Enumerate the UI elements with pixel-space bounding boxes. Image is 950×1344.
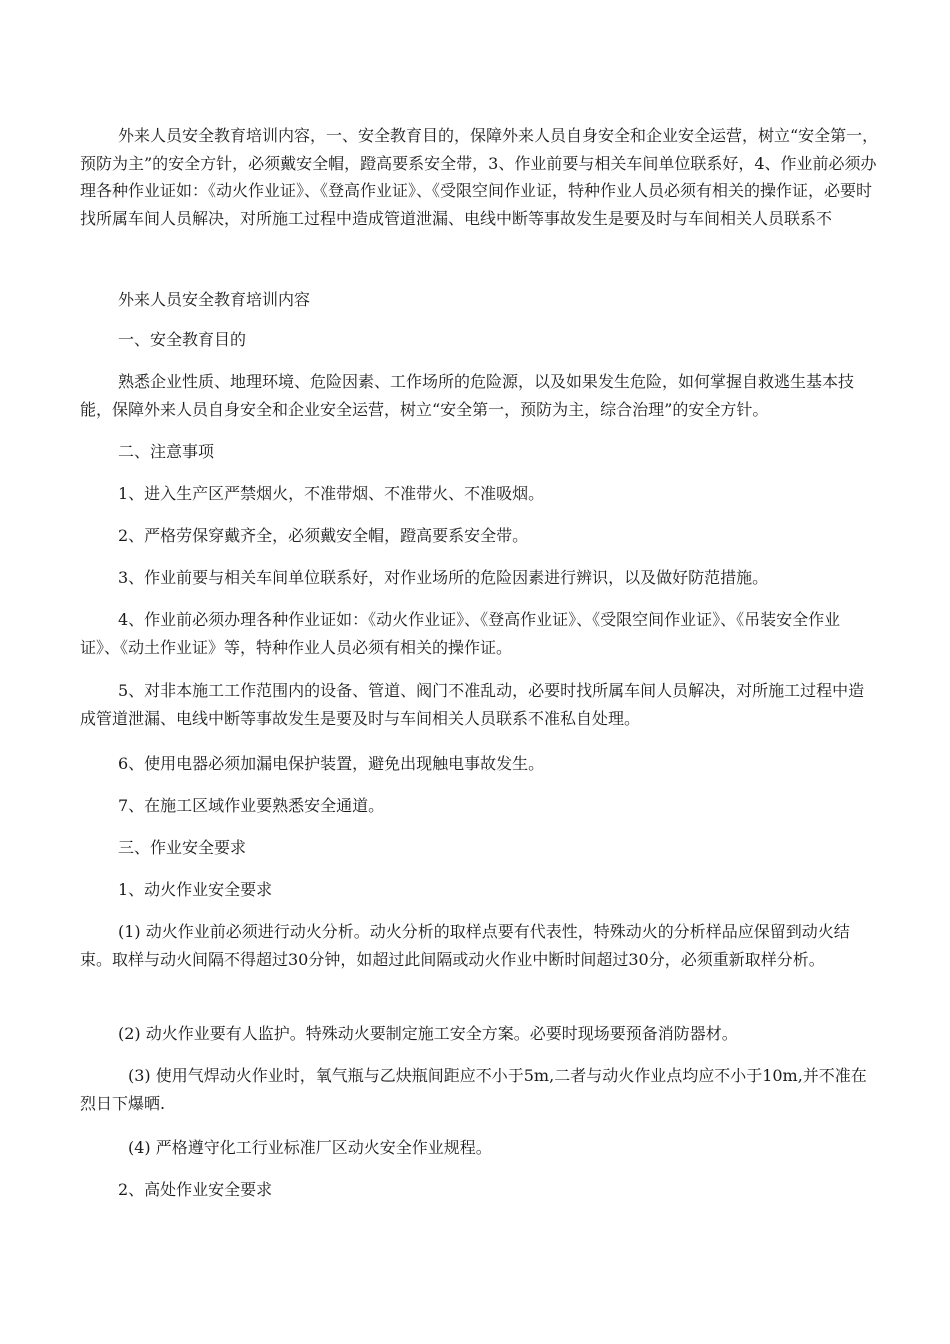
section2-heading: 二、注意事项 [118,442,215,461]
note-item-5: 5、对非本施工工作范围内的设备、管道、阀门不准乱动，必要时找所属车间人员解决，对所施工过程中造成管道泄漏、电线中断等事故发生是要及时与车间相关人员联系不准私自处理。 [80,681,865,728]
hot-work-rule-1: (1) 动火作业前必须进行动火分析。动火分析的取样点要有代表性，特殊动火的分析样品应保留到动火结束。取样与动火间隔不得超过30分钟，如超过此间隔或动火作业中断时间超过30分，必须重新取样分析。 [80,922,850,969]
note-item-6: 6、使用电器必须加漏电保护装置，避免出现触电事故发生。 [118,754,545,773]
note-item-4: 4、作业前必须办理各种作业证如：《动火作业证》、《登高作业证》、《受限空间作业证》、《吊装安全作业证》、《动土作业证》等，特种作业人员必须有相关的操作证。 [80,610,841,657]
subsection1-heading: 1、动火作业安全要求 [118,880,273,899]
summary-paragraph: 外来人员安全教育培训内容，一、安全教育目的，保障外来人员自身安全和企业安全运营，树立“安全第一，预防为主”的安全方针，必须戴安全帽，蹬高要系安全带，3、作业前要与相关车间单位联系好，4、作业前必须办理各种作业证如：《动火作业证》、《登高作业证》、《受限空间作业证，特种作业人员必须有相关的操作证，必要时找所属车间人员解决，对所施工过程中造成管道泄漏、电线中断等事故发生是要及时与车间相关人员联系不 [80,126,879,228]
hot-work-rule-2: (2) 动火作业要有人监护。特殊动火要制定施工安全方案。必要时现场要预备消防器材。 [118,1024,738,1043]
document-title: 外来人员安全教育培训内容 [118,290,311,309]
section1-heading: 一、安全教育目的 [118,330,247,349]
note-item-7: 7、在施工区域作业要熟悉安全通道。 [118,796,385,815]
note-item-1: 1、进入生产区严禁烟火，不准带烟、不准带火、不准吸烟。 [118,484,545,503]
hot-work-rule-3: (3) 使用气焊动火作业时，氧气瓶与乙炔瓶间距应不小于5m,二者与动火作业点均应不小于10m,并不准在烈日下爆晒. [80,1066,867,1113]
note-item-3: 3、作业前要与相关车间单位联系好，对作业场所的危险因素进行辨识，以及做好防范措施。 [118,568,769,587]
subsection2-heading: 2、高处作业安全要求 [118,1180,273,1199]
section1-body: 熟悉企业性质、地理环境、危险因素、工作场所的危险源，以及如果发生危险，如何掌握自救逃生基本技能，保障外来人员自身安全和企业安全运营，树立“安全第一，预防为主，综合治理”的安全方针。 [80,372,855,419]
note-item-2: 2、严格劳保穿戴齐全，必须戴安全帽，蹬高要系安全带。 [118,526,529,545]
section3-heading: 三、作业安全要求 [118,838,247,857]
hot-work-rule-4: (4) 严格遵守化工行业标准厂区动火安全作业规程。 [128,1138,492,1157]
